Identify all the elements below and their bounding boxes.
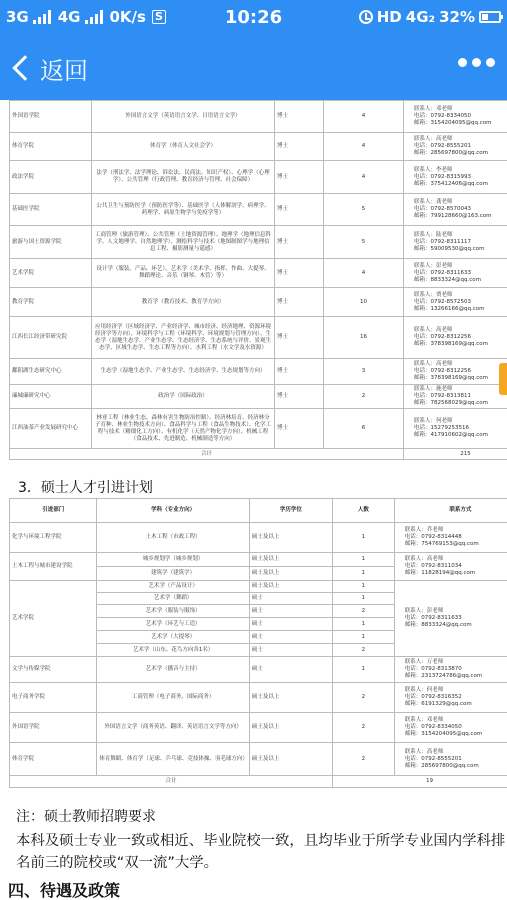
cell-contact: [394, 523, 507, 553]
col-header-num: 人数: [332, 499, 394, 523]
cell-major: 艺术学（舞蹈）: [97, 593, 249, 605]
cell-contact: [394, 683, 507, 713]
cell-dept: 外国语学院: [10, 101, 92, 133]
cell-contact: [404, 194, 507, 226]
cell-num: 4: [324, 259, 404, 288]
cell-num: 2: [332, 644, 394, 657]
cell-major: 城乡规划学（城乡规划）: [97, 553, 249, 567]
clock: 10:26: [224, 7, 283, 28]
contact-phone: 电话：0792-8555201: [404, 755, 462, 762]
cell-degree: 博士: [275, 161, 324, 194]
contact-email: 邮箱：782568029@qq.com: [414, 400, 488, 406]
cell-num: 16: [324, 317, 404, 359]
cell-contact: [404, 288, 507, 317]
table-total-row: [10, 449, 507, 460]
contact-phone: 电话：0792-8311117: [414, 238, 471, 245]
table-total-row: [10, 776, 507, 788]
contact-person: 联系人：乔老师: [404, 527, 444, 533]
cell-degree: 硕士及以上: [249, 581, 332, 593]
cell-contact: [404, 259, 507, 288]
article-content[interactable]: [0, 100, 507, 900]
contact-email: 邮箱：417910602@qq.com: [414, 432, 488, 438]
cell-num: 2: [332, 743, 394, 776]
note-text: 注：硕士教师招聘要求: [16, 809, 156, 825]
section-4-title: 四、待遇及政策: [8, 881, 121, 900]
cell-degree: 硕士: [249, 657, 332, 683]
cell-num: 1: [332, 523, 394, 553]
table-row: [10, 317, 507, 359]
more-options-button[interactable]: [458, 58, 495, 67]
cell-dept: 体育学院: [10, 133, 92, 161]
contact-person: 联系人：陆老师: [414, 231, 453, 238]
network-speed: 0K/s: [109, 8, 146, 26]
table-row: [10, 657, 507, 683]
cell-num: 1: [332, 618, 394, 631]
total-label: 合计: [10, 776, 333, 788]
contact-phone: 电话：0792-8312256: [414, 334, 471, 340]
cell-degree: 硕士及以上: [249, 683, 332, 713]
cell-degree: 博士: [275, 317, 324, 359]
chevron-left-icon: [12, 55, 37, 80]
master-recruitment-table: [9, 498, 507, 788]
table-row: [10, 226, 507, 259]
network-type-2: 4G: [57, 8, 81, 26]
contact-phone: 电话：0792-8312256: [414, 368, 471, 374]
contact-person: 联系人：李老师: [414, 166, 453, 173]
contact-email: 邮箱：11828194@qq.com: [404, 570, 476, 576]
cell-num: 1: [332, 567, 394, 581]
cell-num: 4: [324, 161, 404, 194]
table-row: [10, 553, 507, 567]
alarm-icon: [359, 10, 373, 24]
contact-email: 邮箱：8833324@qq.com: [404, 622, 472, 628]
contact-phone: 电话：0792-8316352: [404, 694, 462, 700]
contact-person: 联系人：邓老师: [414, 106, 453, 112]
contact-email: 邮箱：8833324@qq.com: [414, 276, 481, 283]
contact-email: 邮箱：754769153@qq.com: [404, 541, 479, 547]
cell-contact: [404, 385, 507, 409]
cell-major: 应用经济学（区域经济学、产业经济学、城市经济、经济地理、资源环境经济学等方向）、环境科学与工程（环境科学、环境规划与管理方向）、生态学（湿地生态学、产业生态学、生态经济学、生态系统与评价、景观生态学、区域生态学、生态工程等方向）、水利工程（水文学及水资源）: [92, 317, 275, 359]
cell-major: 公共卫生与预防医学（预防医学等）、基础医学（人体解剖学、病理学、药理学、病原生物学与免疫学等）: [92, 194, 275, 226]
contact-phone: 电话：0792-8555201: [414, 143, 471, 149]
phd-recruitment-table: [9, 100, 507, 460]
cell-degree: 硕士: [249, 644, 332, 657]
contact-phone: 电话：0792-8334050: [404, 724, 462, 730]
status-bar: [0, 0, 507, 36]
col-header-dept: 引进部门: [10, 499, 97, 523]
table-row: [10, 101, 507, 133]
contact-email: 邮箱：799128660@163.com: [414, 213, 492, 219]
contact-person: 联系人：何老师: [414, 418, 453, 424]
contact-email: 邮箱：59009530@qq.com: [414, 245, 485, 252]
table-row: [10, 133, 507, 161]
table-row: [10, 683, 507, 713]
cell-degree: 硕士: [249, 593, 332, 605]
contact-email: 邮箱：3154204095@qq.com: [404, 731, 483, 737]
cell-degree: 硕士及以上: [249, 553, 332, 567]
col-header-major: 学科（专业方向）: [97, 499, 249, 523]
cell-contact: [404, 101, 507, 133]
cell-num: 5: [324, 194, 404, 226]
cell-dept: 政法学院: [10, 161, 92, 194]
col-header-degree: 学历学位: [249, 499, 332, 523]
cell-dept: 鄱阳湖生态研究中心: [10, 359, 92, 385]
contact-phone: 电话：0792-8311633: [414, 269, 471, 276]
cell-contact: [404, 161, 507, 194]
cell-contact: [404, 226, 507, 259]
cell-num: 10: [324, 288, 404, 317]
cell-major: 外国语言文学（英语语言文学、日语语言文学）: [92, 101, 275, 133]
cell-major: 体育学（体育人文社会学）: [92, 133, 275, 161]
cell-dept: 土木工程与城市建设学院: [10, 553, 97, 581]
contact-person: 联系人：邓老师: [404, 717, 444, 723]
table-row: [10, 713, 507, 743]
contact-phone: 电话：0792-8313811: [414, 393, 471, 399]
cell-contact: [404, 409, 507, 449]
table-row: [10, 743, 507, 776]
total-value: 19: [332, 776, 507, 788]
contact-email: 邮箱：378398169@qq.com: [414, 375, 488, 381]
cell-degree: 硕士: [249, 631, 332, 644]
contact-email: 邮箱：285697800@qq.com: [404, 762, 479, 769]
cell-num: 4: [324, 133, 404, 161]
contact-person: 联系人：高老师: [414, 136, 453, 142]
nav-bar: [0, 36, 507, 100]
cell-contact: [394, 743, 507, 776]
cell-contact: [394, 657, 507, 683]
more-dot-icon: [458, 58, 467, 67]
battery-percent: 32%: [439, 8, 475, 26]
cell-num: 2: [332, 713, 394, 743]
contact-email: 邮箱：3154204095@qq.com: [414, 120, 492, 126]
contact-person: 联系人：龚老师: [414, 199, 453, 205]
table-row: [10, 385, 507, 409]
table-row: [10, 259, 507, 288]
cell-num: 5: [324, 226, 404, 259]
cell-major: 体育舞蹈、体育学（足球、乒乓球、竞技体操、羽毛球方向）: [97, 743, 249, 776]
cell-degree: 博士: [275, 133, 324, 161]
cell-num: 1: [332, 657, 394, 683]
cell-contact: [394, 713, 507, 743]
contact-phone: 电话：0792-8313870: [404, 666, 462, 672]
cell-dept: 外国语学院: [10, 713, 97, 743]
contact-person: 联系人：高老师: [414, 361, 453, 367]
cell-dept: 基础医学院: [10, 194, 92, 226]
cell-dept: 体育学院: [10, 743, 97, 776]
cell-major: 土木工程（市政工程）: [97, 523, 249, 553]
table-row: [10, 194, 507, 226]
contact-phone: 电话：0792-8572503: [414, 298, 471, 305]
cell-major: 设计学（服装、产品、环艺）、艺术学（美术学、指挥、作曲、大提琴、舞蹈理论、音乐（钢琴、木管）等）: [92, 259, 275, 288]
table-row: [10, 581, 507, 593]
table-row: [10, 288, 507, 317]
cell-contact: [404, 133, 507, 161]
cell-degree: 博士: [275, 359, 324, 385]
contact-phone: 电话：0792-8570043: [414, 206, 471, 212]
cell-num: 4: [324, 101, 404, 133]
contact-phone: 电话：0792-8314448: [404, 534, 462, 540]
requirement-paragraph: 本科及硕士专业一致或相近、毕业院校一致，且均毕业于所学专业国内学科排名前三的院校或“双一流”大学。: [16, 833, 506, 871]
total-label: 合计: [10, 449, 404, 460]
hd-indicator: HD: [376, 8, 402, 26]
status-right: [359, 8, 501, 26]
cell-major: 法学（刑法学、法学理论、诉讼法、民商法、知识产权）、心理学（心理学）、公共管理（行政管理、教育经济与管理、社会保障）: [92, 161, 275, 194]
contact-email: 邮箱：2313724786@qq.com: [404, 673, 483, 679]
col-header-contact: 联系方式: [394, 499, 507, 523]
contact-email: 邮箱：375412406@qq.com: [414, 180, 488, 187]
cell-degree: 博士: [275, 288, 324, 317]
contact-phone: 电话：0792-8334050: [414, 113, 471, 119]
cell-num: 2: [324, 385, 404, 409]
contact-phone: 电话：0792-8315993: [414, 173, 471, 180]
cell-degree: 硕士: [249, 618, 332, 631]
cell-degree: 博士: [275, 409, 324, 449]
side-float-tab[interactable]: [499, 363, 507, 395]
cell-major: 教育学（教育技术、教育学方向）: [92, 288, 275, 317]
contact-person: 联系人：何老师: [404, 687, 444, 693]
cell-major: 艺术学（环艺与工造）: [97, 618, 249, 631]
cell-dept: 江西长江经济带研究院: [10, 317, 92, 359]
network-type-3: 4G₂: [405, 8, 436, 26]
cell-degree: 硕士及以上: [249, 523, 332, 553]
contact-phone: 电话：0792-8311633: [404, 615, 462, 621]
contact-person: 联系人：高老师: [414, 327, 453, 333]
cell-contact: [394, 553, 507, 581]
battery-icon: [479, 11, 501, 23]
contact-person: 联系人：万老师: [404, 659, 444, 665]
cell-num: 3: [324, 359, 404, 385]
cell-dept: 文学与传媒学院: [10, 657, 97, 683]
cell-major: 艺术学（产品设计）: [97, 581, 249, 593]
cell-dept: 艺术学院: [10, 581, 97, 657]
cell-major: 政治学（国际政治）: [92, 385, 275, 409]
cell-dept: 廉城廉研究中心: [10, 385, 92, 409]
table-row: [10, 523, 507, 553]
more-dot-icon: [486, 58, 495, 67]
cell-degree: 硕士及以上: [249, 713, 332, 743]
cell-major: 生态学（湿地生态学、产业生态学、生态经济学、生态规划等方向）: [92, 359, 275, 385]
contact-email: 邮箱：285697800@qq.com: [414, 150, 488, 156]
cell-major: 林业工程（林业生态、森林有害生物防治控制）、经济林培育、经济林分子育种、林业生物技术方向）、食品科学与工程（食品生物技术）、化学工程与技术（精细化工方向）、有机化学（天然产物化学方向）、机械工程（食品技术、先进制造、机械制造等方向）: [92, 409, 275, 449]
cell-degree: 硕士: [249, 605, 332, 618]
cell-degree: 博士: [275, 259, 324, 288]
table-row: [10, 409, 507, 449]
cell-major: 工商管理（旅游管理）、公共管理（土地资源管理）、地理学（地理信息科学、人文地理学、自然地理学）、测绘科学与技术（地图制图学与地理信息工程、摄影测量与遥感）: [92, 226, 275, 259]
contact-phone: 电话：15279253516: [414, 425, 469, 431]
cell-dept: 江西油茶产业发展研究中心: [10, 409, 92, 449]
contact-email: 邮箱：6191329@qq.com: [404, 701, 472, 707]
cell-major: 外国语言文学（商务英语、翻译、英语语言文学等方向）: [97, 713, 249, 743]
contact-person: 联系人：贾老师: [414, 291, 453, 298]
cell-degree: 博士: [275, 194, 324, 226]
cell-degree: 博士: [275, 226, 324, 259]
cell-num: 1: [332, 593, 394, 605]
cell-dept: 化学与环境工程学院: [10, 523, 97, 553]
contact-person: 联系人：彭老师: [404, 608, 444, 614]
table-header-row: [10, 499, 507, 523]
table-row: [10, 359, 507, 385]
cell-major: 建筑学（建筑学）: [97, 567, 249, 581]
cell-contact: [394, 581, 507, 657]
cell-major: 工商管理（电子商务、国际商务）: [97, 683, 249, 713]
cell-num: 1: [332, 631, 394, 644]
notification-box-icon: S: [152, 10, 166, 24]
cell-major: 艺术学（播音与主持）: [97, 657, 249, 683]
total-value: 215: [404, 449, 507, 460]
contact-person: 联系人：高老师: [404, 556, 444, 562]
cell-contact: [404, 359, 507, 385]
contact-email: 邮箱：378398169@qq.com: [414, 341, 488, 347]
cell-major: 艺术学（山东、花鸟方向各1名）: [97, 644, 249, 657]
contact-person: 联系人：施老师: [414, 386, 453, 392]
section-3-title: 3．硕士人才引进计划: [18, 480, 153, 496]
back-button[interactable]: [8, 48, 88, 88]
cell-degree: 硕士及以上: [249, 567, 332, 581]
cell-major: 艺术学（服装与服饰）: [97, 605, 249, 618]
cell-num: 1: [332, 581, 394, 593]
cell-num: 2: [332, 605, 394, 618]
table-row: [10, 161, 507, 194]
cell-num: 6: [324, 409, 404, 449]
more-dot-icon: [472, 58, 481, 67]
contact-person: 联系人：彭老师: [414, 262, 453, 269]
contact-person: 联系人：高老师: [404, 748, 444, 755]
contact-phone: 电话：0792-8311034: [404, 563, 462, 569]
cell-num: 2: [332, 683, 394, 713]
cell-dept: 旅游与国土资源学院: [10, 226, 92, 259]
cell-dept: 教育学院: [10, 288, 92, 317]
cell-dept: 艺术学院: [10, 259, 92, 288]
back-label: 返回: [40, 56, 88, 85]
contact-email: 邮箱：13266166@qq.com: [414, 305, 485, 312]
cell-dept: 电子商务学院: [10, 683, 97, 713]
cell-degree: 博士: [275, 101, 324, 133]
cell-num: 1: [332, 553, 394, 567]
cell-degree: 硕士及以上: [249, 743, 332, 776]
cell-contact: [404, 317, 507, 359]
cell-major: 艺术学（大提琴）: [97, 631, 249, 644]
cell-degree: 博士: [275, 385, 324, 409]
network-type-1: 3G: [6, 8, 29, 26]
